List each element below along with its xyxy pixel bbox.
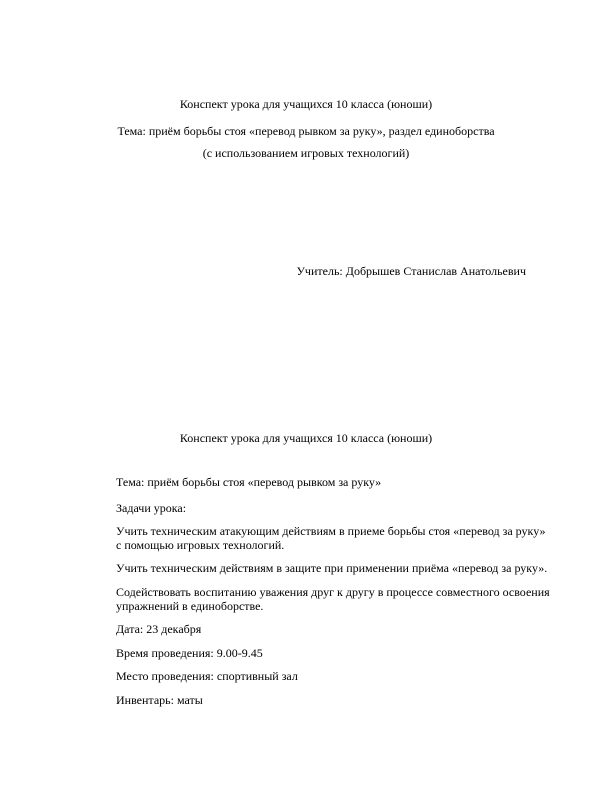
cover-topic: Тема: приём борьбы стоя «перевод рывком за руку», раздел единоборства: [117, 124, 495, 138]
page-title: Конспект урока для учащихся 10 класса (юноши): [179, 431, 433, 445]
lesson-time: Время проведения: 9.00-9.45: [116, 646, 263, 660]
task-1-line-2: с помощью игровых технологий.: [116, 538, 285, 552]
teacher-name: Учитель: Добрышев Станислав Анатольевич: [296, 264, 526, 278]
task-3-line-1: Содействовать воспитанию уважения друг к другу в процессе совместного освоения: [116, 585, 550, 599]
tasks-heading: Задачи урока:: [116, 501, 187, 515]
task-1-line-1: Учить техническим атакующим действиям в приеме борьбы стоя «перевод за руку»: [116, 524, 546, 538]
task-3-line-2: упражнений в единоборстве.: [116, 599, 264, 613]
cover-title: Конспект урока для учащихся 10 класса (юноши): [179, 97, 433, 111]
lesson-equipment: Инвентарь: маты: [116, 693, 203, 707]
task-2: Учить техническим действиям в защите при применении приёма «перевод за руку».: [116, 561, 548, 575]
lesson-place: Место проведения: спортивный зал: [116, 669, 298, 683]
lesson-date: Дата: 23 декабря: [116, 622, 202, 636]
lesson-topic: Тема: приём борьбы стоя «перевод рывком за руку»: [116, 475, 382, 489]
cover-subtitle: (с использованием игровых технологий): [202, 146, 410, 160]
